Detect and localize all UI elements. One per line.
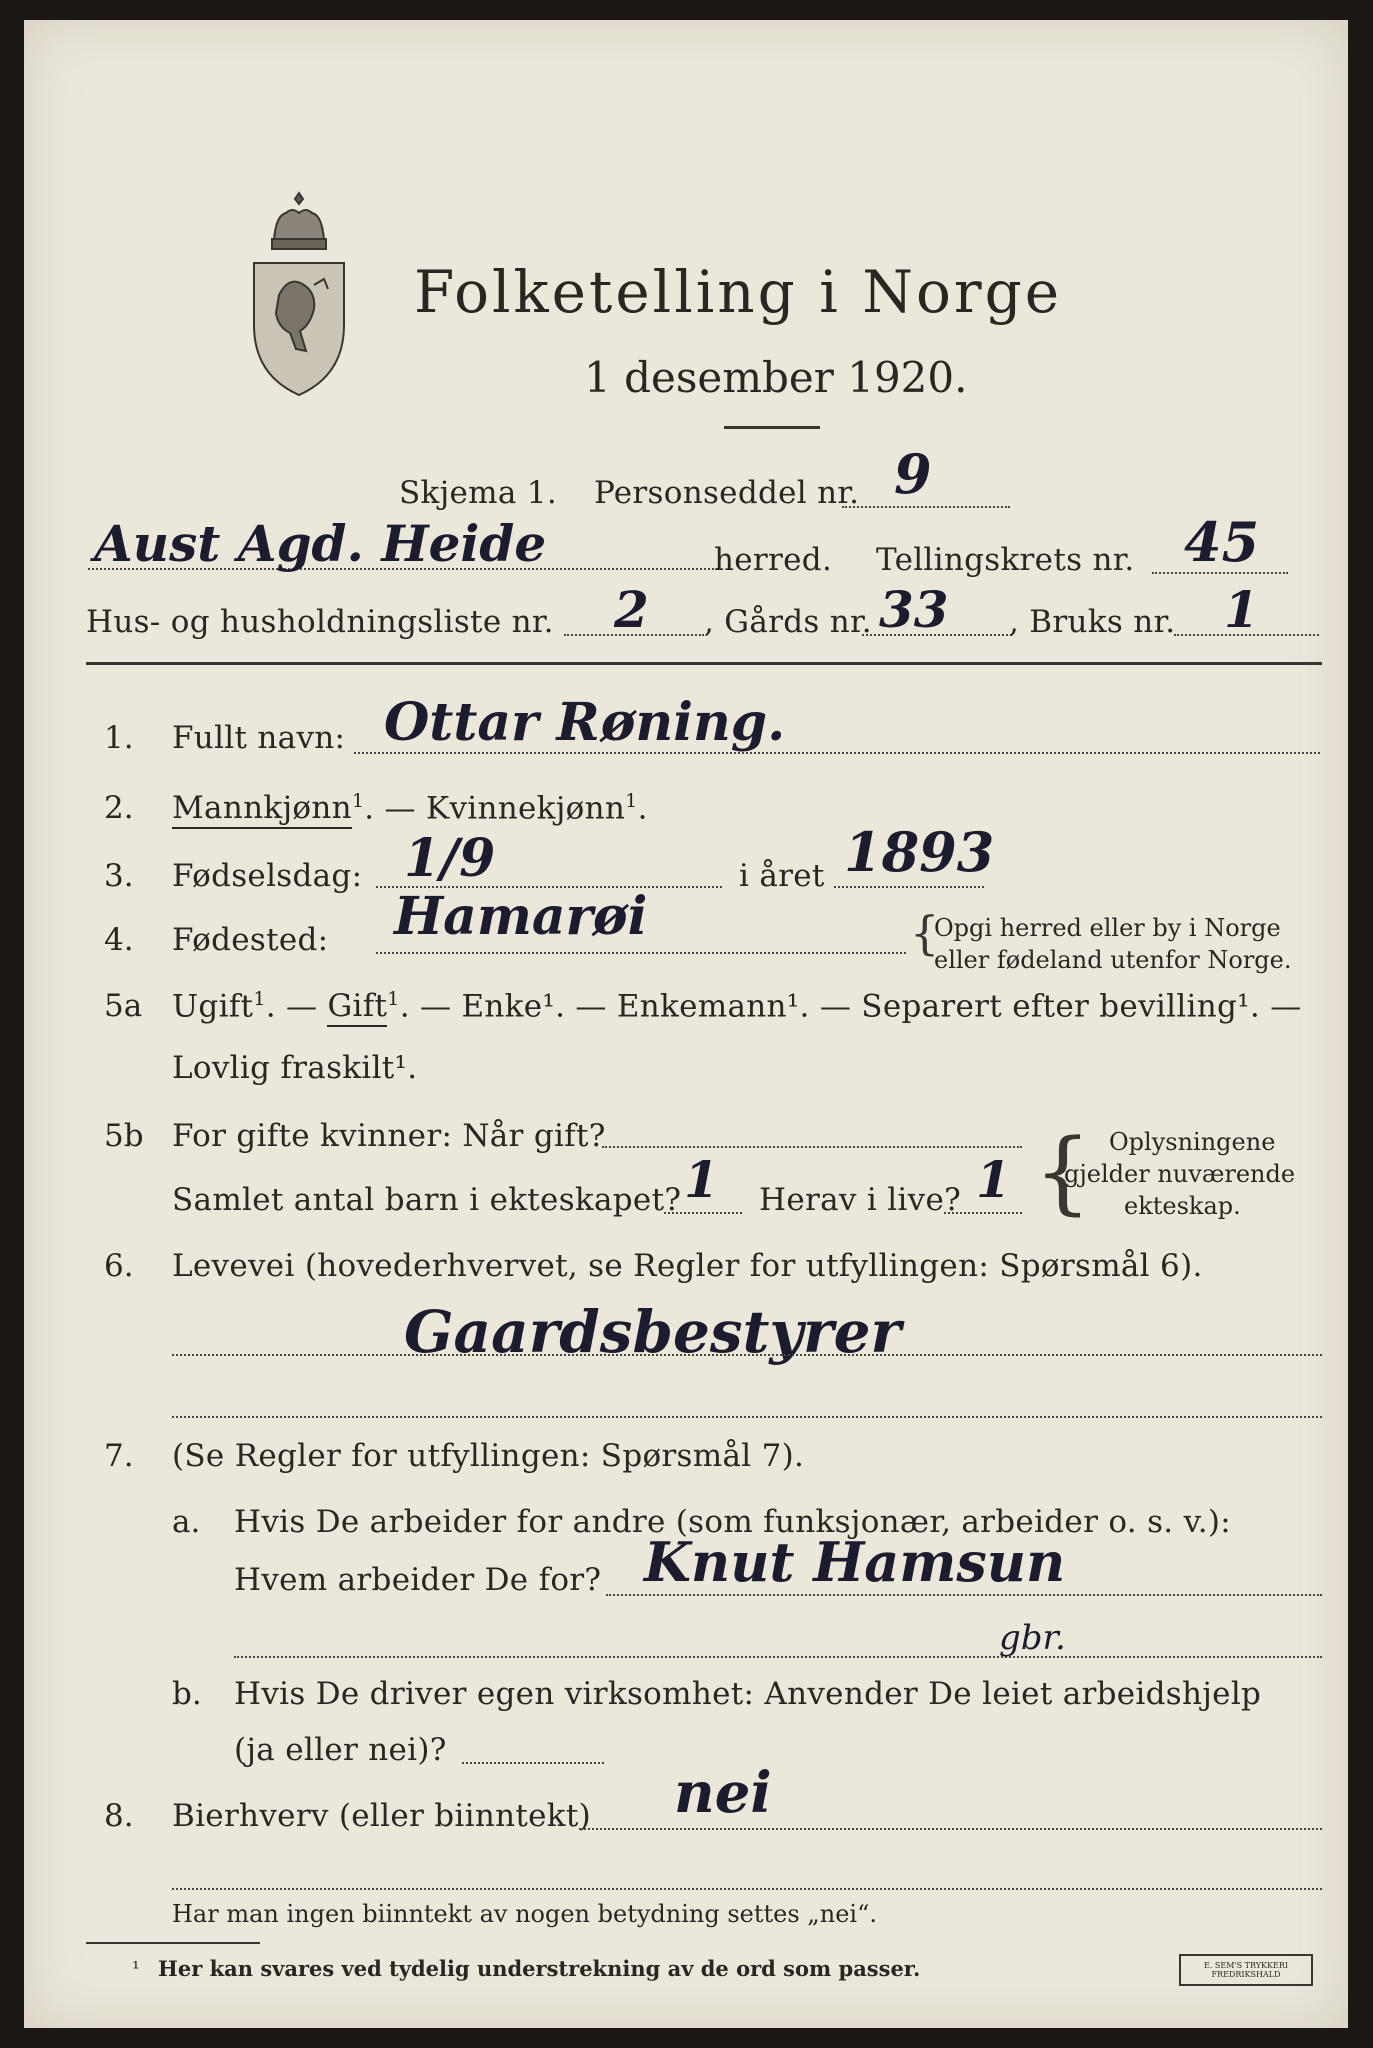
- q1-value: Ottar Røning.: [384, 692, 786, 753]
- q5b-when-line: [602, 1146, 1022, 1148]
- q5b-number: 5b: [104, 1118, 144, 1154]
- q2-female-option: Kvinnekjønn: [426, 790, 626, 827]
- q5a-options: Ugift$^1$. — Gift$^1$. — Enke¹. — Enkemann¹. — Separert efter bevilling¹. —: [172, 988, 1302, 1024]
- herred-value: Aust Agd. Heide: [94, 514, 547, 573]
- q7b-number: b.: [172, 1676, 202, 1712]
- gards-label: , Gårds nr.: [704, 604, 872, 640]
- q5b-ilive-label: Herav i live?: [759, 1182, 962, 1218]
- q1-label: Fullt navn:: [172, 720, 346, 756]
- q3-year-line: [834, 886, 984, 888]
- bruks-value: 1: [1224, 580, 1259, 639]
- q2-end: .: [637, 790, 648, 827]
- q4-note-line2: eller fødeland utenfor Norge.: [934, 946, 1292, 974]
- printer-stamp-text: E. SEM'S TRYKKERI FREDRIKSHALD: [1203, 1961, 1289, 1979]
- q7a-line1: Hvis De arbeider for andre (som funksjonær, arbeider o. s. v.):: [234, 1504, 1232, 1540]
- q6-line1: [172, 1354, 1322, 1356]
- skjema-label: Skjema 1.: [399, 475, 557, 511]
- q7a-number: a.: [172, 1504, 201, 1540]
- q7a-value2: gbr.: [999, 1618, 1066, 1658]
- q4-note-brace: {: [910, 906, 940, 960]
- hus-label: Hus- og husholdningsliste nr.: [86, 604, 554, 640]
- q5b-note-line1: Oplysningene: [1109, 1128, 1276, 1156]
- norway-coat-of-arms-icon: [244, 185, 354, 400]
- q5a-gift: Gift: [327, 988, 387, 1027]
- q5a-rest: . — Enke¹. — Enkemann¹. — Separert efter bevilling¹. —: [399, 988, 1302, 1025]
- footer-rule: [86, 1942, 260, 1944]
- q8-value: nei: [674, 1760, 772, 1826]
- q7-label: (Se Regler for utfyllingen: Spørsmål 7).: [172, 1438, 805, 1474]
- q5a-number: 5a: [104, 988, 143, 1024]
- tellingskrets-label: Tellingskrets nr.: [876, 542, 1135, 578]
- q7a-line-extra: [234, 1656, 1322, 1658]
- q4-value: Hamarøi: [394, 886, 648, 947]
- q7b-line2: (ja eller nei)?: [234, 1732, 447, 1768]
- q8-line2: [172, 1888, 1322, 1890]
- q3-label: Fødselsdag:: [172, 858, 363, 894]
- q8-line: [579, 1828, 1322, 1830]
- census-form-sheet: [24, 20, 1348, 2028]
- q3-year-label: i året: [739, 858, 825, 894]
- q6-label: Levevei (hovederhvervet, se Regler for utfyllingen: Spørsmål 6).: [172, 1248, 1203, 1284]
- q2-separator: . —: [364, 790, 427, 827]
- q1-number: 1.: [104, 720, 134, 756]
- form-date: 1 desember 1920.: [584, 353, 968, 402]
- q5b-line2: Samlet antal barn i ekteskapet?: [172, 1182, 682, 1218]
- printer-stamp: [1179, 1954, 1313, 1986]
- q5b-note-line2: gjelder nuværende: [1064, 1160, 1296, 1188]
- q5a-sep: . —: [265, 988, 328, 1025]
- q5b-barn-line: [664, 1212, 742, 1214]
- q6-value: Gaardsbestyrer: [404, 1298, 902, 1366]
- q2-options: Mannkjønn$^1$. — Kvinnekjønn$^1$.: [172, 790, 648, 826]
- q5b-ilive-value: 1: [976, 1150, 1011, 1209]
- q2-male-option: Mannkjønn: [172, 790, 352, 829]
- q3-number: 3.: [104, 858, 134, 894]
- q6-line2: [172, 1416, 1322, 1418]
- q5b-ilive-line: [944, 1212, 1022, 1214]
- bruks-label: , Bruks nr.: [1009, 604, 1176, 640]
- q4-label: Fødested:: [172, 922, 329, 958]
- q4-line: [376, 952, 906, 954]
- tellingskrets-value: 45: [1184, 510, 1260, 574]
- q3-value: 1/9: [404, 828, 496, 889]
- q7-number: 7.: [104, 1438, 134, 1474]
- footnote-mark: ¹: [132, 1958, 140, 1980]
- q7b-line: [462, 1762, 604, 1764]
- q8-number: 8.: [104, 1798, 134, 1834]
- header-rule: [86, 662, 1322, 665]
- q5b-line1: For gifte kvinner: Når gift?: [172, 1118, 606, 1154]
- herred-label: herred.: [714, 542, 833, 578]
- form-title: Folketelling i Norge: [414, 258, 1063, 326]
- q5b-note-line3: ekteskap.: [1124, 1192, 1241, 1220]
- q5a-line2: Lovlig fraskilt¹.: [172, 1050, 418, 1086]
- hus-value: 2: [614, 580, 649, 639]
- q7a-value: Knut Hamsun: [644, 1530, 1066, 1594]
- q7a-line2: Hvem arbeider De for?: [234, 1562, 602, 1598]
- q5b-note-brace: {: [1034, 1120, 1092, 1225]
- q7a-line: [606, 1594, 1322, 1596]
- q4-note-line1: Opgi herred eller by i Norge: [934, 914, 1281, 942]
- q2-number: 2.: [104, 790, 134, 826]
- q3-year-value: 1893: [844, 820, 995, 884]
- q5b-barn-value: 1: [684, 1150, 719, 1209]
- q5a-ugift: Ugift: [172, 988, 254, 1025]
- q7b-line1: Hvis De driver egen virksomhet: Anvender De leiet arbeidshjelp: [234, 1676, 1262, 1712]
- footer-note: Har man ingen biinntekt av nogen betydning settes „nei“.: [172, 1900, 877, 1928]
- q4-number: 4.: [104, 922, 134, 958]
- personseddel-value: 9: [894, 442, 932, 506]
- gards-value: 33: [879, 580, 949, 639]
- footnote-text: Her kan svares ved tydelig understrekning av de ord som passer.: [158, 1956, 921, 1981]
- personseddel-line: [842, 506, 1010, 508]
- title-divider: [724, 426, 820, 429]
- q8-label: Bierhverv (eller biinntekt): [172, 1798, 592, 1834]
- personseddel-label: Personseddel nr.: [594, 475, 860, 511]
- q6-number: 6.: [104, 1248, 134, 1284]
